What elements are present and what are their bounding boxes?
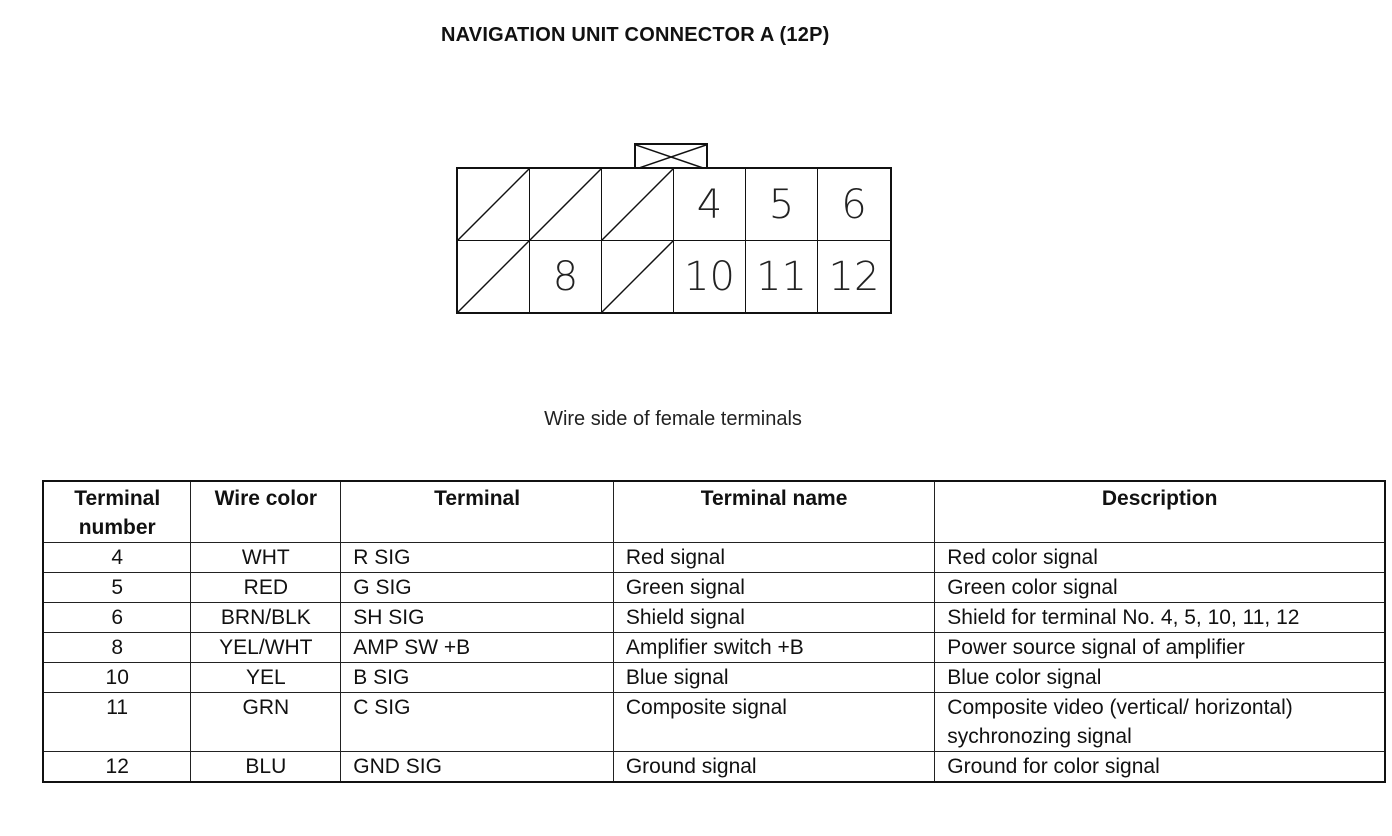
cell-terminal-name: Ground signal [613,752,934,783]
pin-cell [746,169,818,241]
cell-description: Blue color signal [935,663,1385,693]
cell-terminal: B SIG [341,663,614,693]
pin-cell [530,241,602,312]
cell-terminal-number: 6 [43,603,191,633]
table-row [43,633,1385,663]
empty-pin-slot [602,241,674,312]
cell-terminal: GND SIG [341,752,614,783]
table-row [43,603,1385,633]
cell-description: Ground for color signal [935,752,1385,783]
pin-cell [818,241,890,312]
slash-icon [530,169,601,240]
cell-terminal: R SIG [341,543,614,573]
cell-terminal-number: 5 [43,573,191,603]
cell-terminal-number: 4 [43,543,191,573]
pin-number: 4 [696,181,723,228]
header-description: Description [935,481,1385,543]
cell-terminal: G SIG [341,573,614,603]
header-wire-color: Wire color [191,481,341,543]
cell-description: Power source signal of amplifier [935,633,1385,663]
pin-cell [746,241,818,312]
cell-terminal-name: Green signal [613,573,934,603]
cell-wire-color: RED [191,573,341,603]
pin-number: 8 [552,253,579,300]
empty-pin-slot [602,169,674,241]
cell-wire-color: BLU [191,752,341,783]
header-terminal: Terminal [341,481,614,543]
terminal-table [42,480,1386,783]
pin-number: 6 [841,181,867,228]
cell-description: Green color signal [935,573,1385,603]
cell-terminal-number: 8 [43,633,191,663]
table-row [43,543,1385,573]
connector-caption: Wire side of female terminals [544,408,802,430]
cell-terminal-name: Shield signal [613,603,934,633]
latch-cross-icon [636,145,710,169]
cell-wire-color: GRN [191,693,341,752]
table-row [43,752,1385,783]
connector-latch [634,143,708,167]
pin-cell [674,241,746,312]
cell-wire-color: YEL/WHT [191,633,341,663]
cell-terminal: AMP SW +B [341,633,614,663]
cell-description: Composite video (vertical/ horizontal) sychronozing signal [935,693,1385,752]
cell-terminal-name: Red signal [613,543,934,573]
cell-terminal-number: 10 [43,663,191,693]
connector-pin-grid [456,167,892,314]
cell-terminal-number: 12 [43,752,191,783]
cell-wire-color: WHT [191,543,341,573]
table-body [43,543,1385,783]
cell-terminal: C SIG [341,693,614,752]
cell-wire-color: BRN/BLK [191,603,341,633]
table-row [43,663,1385,693]
table-header-row [43,481,1385,543]
pin-cell [674,169,746,241]
cell-description: Shield for terminal No. 4, 5, 10, 11, 12 [935,603,1385,633]
cell-terminal-number: 11 [43,693,191,752]
pin-cell [818,169,890,241]
empty-pin-slot [530,169,602,241]
cell-description: Red color signal [935,543,1385,573]
pin-number: 5 [768,181,795,228]
cell-terminal-name: Blue signal [613,663,934,693]
cell-terminal-name: Amplifier switch +B [613,633,934,663]
pin-number: 12 [828,253,880,300]
slash-icon [458,169,529,240]
slash-icon [602,241,673,312]
header-terminal-number: Terminal number [43,481,191,543]
empty-pin-slot [458,169,530,241]
empty-pin-slot [458,241,530,312]
slash-icon [602,169,673,240]
header-terminal-name: Terminal name [613,481,934,543]
cell-terminal-name: Composite signal [613,693,934,752]
pin-number: 11 [756,253,807,300]
table-row [43,693,1385,752]
cell-terminal: SH SIG [341,603,614,633]
cell-wire-color: YEL [191,663,341,693]
slash-icon [458,241,529,312]
pin-number: 10 [684,253,735,300]
page-title: NAVIGATION UNIT CONNECTOR A (12P) [441,24,830,46]
table-row [43,573,1385,603]
